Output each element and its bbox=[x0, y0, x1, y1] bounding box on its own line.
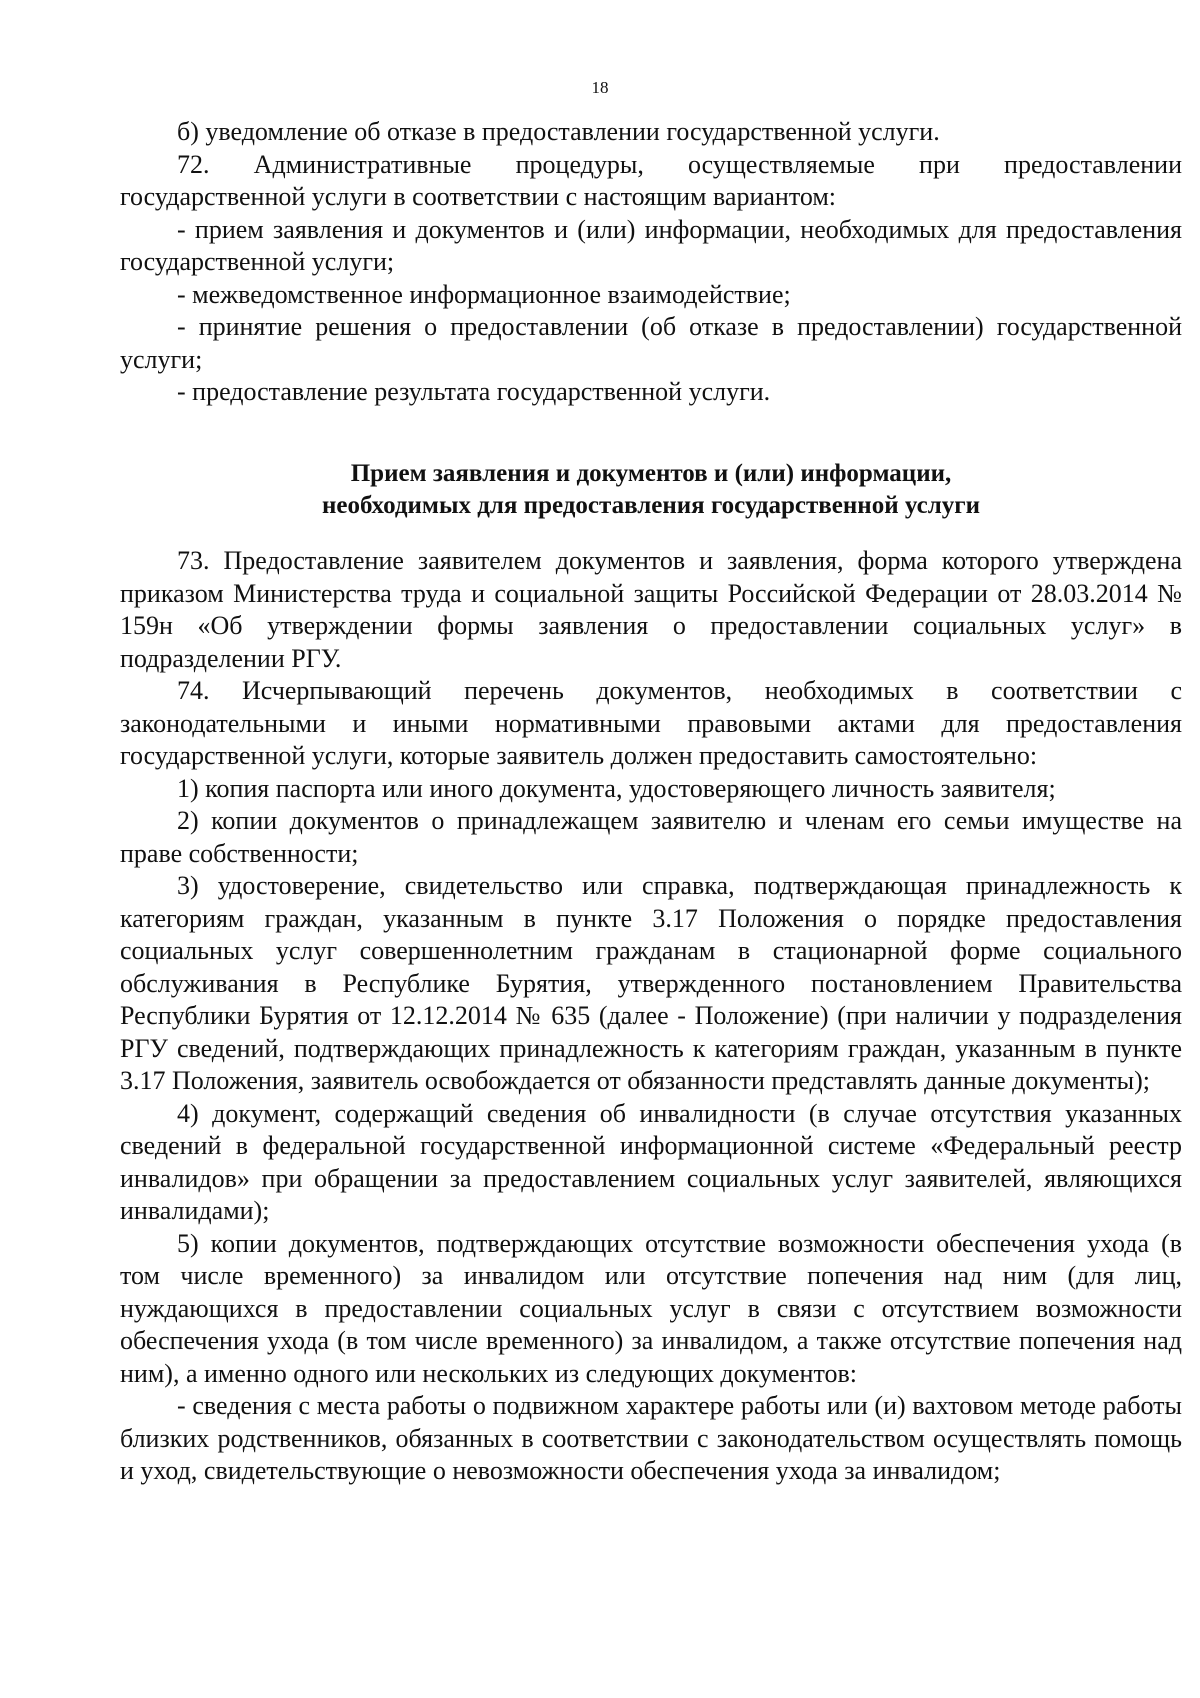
paragraph: 72. Административные процедуры, осуществляемые при предоставлении государственной услуги в соответствии с настоящим вариантом: bbox=[120, 149, 1182, 211]
main-section bbox=[120, 545, 1182, 1488]
list-item: - принятие решения о предоставлении (об отказе в предоставлении) государственной услуги; bbox=[120, 312, 1182, 374]
list-item: - сведения с места работы о подвижном характере работы или (и) вахтовом методе работы близких родственников, обязанных в соответствии с законодательством осуществлять помощь и уход, свидетельствующие о невозможности обеспечения ухода за инвалидом; bbox=[120, 1391, 1182, 1485]
paragraph: 74. Исчерпывающий перечень документов, необходимых в соответствии с законодательными и иными нормативными правовыми актами для предоставления государственной услуги, которые заявитель должен предоставить самостоятельно: bbox=[120, 676, 1182, 770]
list-item: 4) документ, содержащий сведения об инвалидности (в случае отсутствия указанных сведений в федеральной государственной информационной системе «Федеральный реестр инвалидов» при обращении за предоставлением социальных услуг заявителей, являющихся инвалидами); bbox=[120, 1098, 1182, 1225]
list-item: 2) копии документов о принадлежащем заявителю и членам его семьи имуществе на праве собственности; bbox=[120, 806, 1182, 868]
list-item: 5) копии документов, подтверждающих отсутствие возможности обеспечения ухода (в том числе временного) за инвалидом или отсутствие попечения над ним (для лиц, нуждающихся в предоставлении социальных услуг в связи с отсутствием возможности обеспечения ухода (в том числе временного) за инвалидом, а также отсутствие попечения над ним), а именно одного или нескольких из следующих документов: bbox=[120, 1228, 1182, 1388]
list-item: - предоставление результата государственной услуги. bbox=[177, 377, 771, 406]
paragraph: 73. Предоставление заявителем документов и заявления, форма которого утверждена приказом Министерства труда и социальной защиты Российской Федерации от 28.03.2014 № 159н «Об утверждении формы заявления о предоставлении социальных услуг» в подразделении РГУ. bbox=[120, 546, 1182, 673]
page-number: 18 bbox=[591, 78, 609, 97]
section-heading-line: Прием заявления и документов и (или) информации, bbox=[350, 460, 952, 487]
list-item: - прием заявления и документов и (или) информации, необходимых для предоставления государственной услуги; bbox=[120, 214, 1182, 276]
list-item: 1) копия паспорта или иного документа, удостоверяющего личность заявителя; bbox=[177, 773, 1056, 803]
intro-section bbox=[120, 116, 1182, 409]
paragraph: б) уведомление об отказе в предоставлении государственной услуги. bbox=[177, 117, 940, 146]
list-item: 3) удостоверение, свидетельство или справка, подтверждающая принадлежность к категориям граждан, указанным в пункте 3.17 Положения о порядке предоставления социальных услуг совершеннолетним гражданам в стационарной форме социального обслуживания в Республике Бурятия, утвержденного постановлением Правительства Республики Бурятия от 12.12.2014 № 635 (далее - Положение) (при наличии у подразделения РГУ сведений, подтверждающих принадлежность к категориям граждан, указанным в пункте 3.17 Положения, заявитель освобождается от обязанности представлять данные документы); bbox=[120, 871, 1182, 1095]
section-heading-line: необходимых для предоставления государственной услуги bbox=[322, 492, 980, 519]
list-item: - межведомственное информационное взаимодействие; bbox=[177, 279, 791, 309]
section-heading bbox=[120, 458, 1182, 522]
